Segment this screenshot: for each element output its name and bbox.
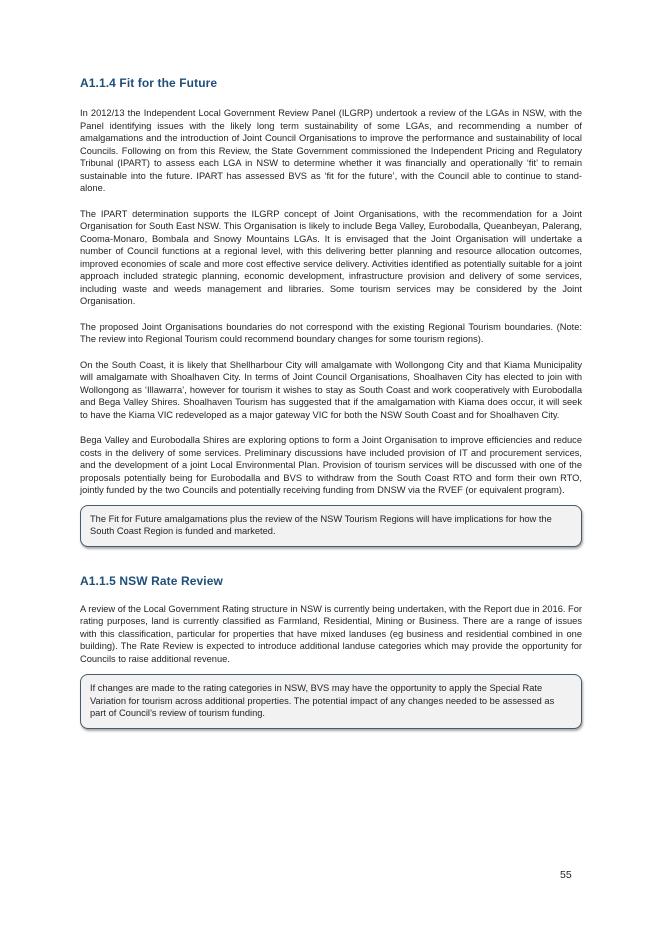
callout-text: If changes are made to the rating categories in NSW, BVS may have the opportunity to apply the Special Rate Variation for tourism across additional properties. The potential impact of any changes needed to be assessed as part of Council’s review of tourism funding. (90, 683, 555, 718)
section-nsw-rate-review (80, 574, 582, 729)
section-fit-for-the-future (80, 76, 582, 547)
section-heading: A1.1.5 NSW Rate Review (80, 573, 223, 588)
paragraph: The proposed Joint Organisations boundaries do not correspond with the existing Regional Tourism boundaries. (Note: The review into Regional Tourism could recommend boundary changes for some tourism regions). (80, 321, 582, 344)
callout-box (80, 674, 582, 729)
callout-text: The Fit for Future amalgamations plus the review of the NSW Tourism Regions will have implications for how the South Coast Region is funded and marketed. (90, 513, 552, 536)
page-content (80, 76, 582, 729)
page-number: 55 (560, 869, 572, 881)
paragraph: In 2012/13 the Independent Local Government Review Panel (ILGRP) undertook a review of the LGAs in NSW, with the Panel identifying issues with the likely long term sustainability of some LGAs, and recommending a number of amalgamations and the introduction of Joint Council Organisations to improve the performance and sustainability of local Councils. Following on from this Review, the State Government commissioned the Independent Pricing and Regulatory Tribunal (IPART) to assess each LGA in NSW to determine whether it was financially and operationally ‘fit’ to remain sustainable into the future. IPART has assessed BVS as ‘fit for the future’, with the Council able to continue to stand-alone. (80, 108, 582, 193)
callout-box (80, 505, 582, 547)
paragraph: A review of the Local Government Rating structure in NSW is currently being undertaken, with the Report due in 2016. For rating purposes, land is currently classified as Farmland, Residential, Mining or Business. There are a range of issues with this classification, particular for properties that have mixed landuses (eg business and residential combined in one building). The Rate Review is expected to introduce additional landuse categories which may provide the opportunity for Councils to raise additional revenue. (80, 603, 582, 664)
paragraph: Bega Valley and Eurobodalla Shires are exploring options to form a Joint Organisation to improve efficiencies and reduce costs in the delivery of some services. Preliminary discussions have included provision of IT and procurement services, and the development of a joint Local Environmental Plan. Provision of tourism services will be discussed with one of the proposals potentially being for Eurobodalla and BVS to withdraw from the South Coast RTO and form their own RTO, jointly funded by the two Councils and potentially receiving funding from DNSW via the RVEF (or equivalent program). (80, 435, 582, 495)
section-heading: A1.1.4 Fit for the Future (80, 76, 218, 90)
paragraph: On the South Coast, it is likely that Shellharbour City will amalgamate with Wollongong City and that Kiama Municipality will amalgamate with Shoalhaven City. In terms of Joint Council Organisations, Shoalhaven City has elected to join with Wollongong as ‘Illawarra’, however for tourism it wishes to stay as South Coast and work cooperatively with Eurobodalla and Bega Valley Shires. Shoalhaven Tourism has suggested that if the amalgamation with Kiama does occur, it will seek to have the Kiama VIC redeveloped as a major gateway VIC for both the NSW South Coast and for Shoalhaven City. (80, 359, 582, 420)
paragraph: The IPART determination supports the ILGRP concept of Joint Organisations, with the recommendation for a Joint Organisation for South East NSW. This Organisation is likely to include Bega Valley, Eurobodalla, Queanbeyan, Palerang, Cooma-Monaro, Bombala and Snowy Mountains LGAs. It is envisaged that the Joint Organisation will undertake a number of Council functions at a regional level, with this delivering better planning and resource allocation outcomes, improved economies of scale and more cost effective service delivery. Activities identified as potentially suitable for a joint approach included strategic planning, economic development, infrastructure provision and delivery of some services, including waste and weeds management and libraries. Some tourism services may be considered by the Joint Organisation. (80, 208, 582, 306)
